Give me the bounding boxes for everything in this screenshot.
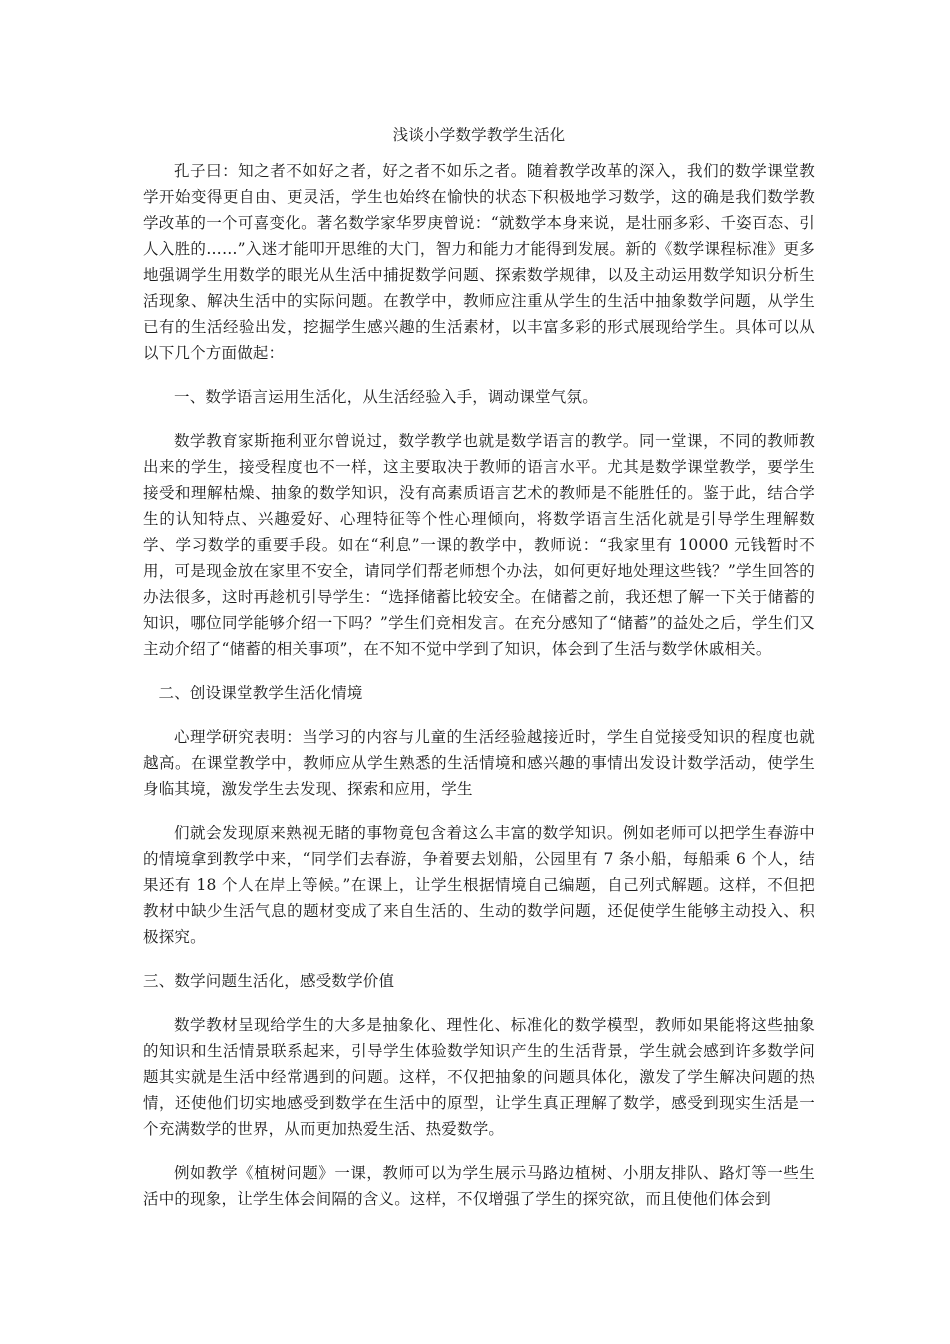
section-3-paragraph-2: 例如教学《植树问题》一课，教师可以为学生展示马路边植树、小朋友排队、路灯等一些生活中的现象，让学生体会间隔的含义。这样，不仅增强了学生的探究欲，而且使他们体会到	[143, 1164, 815, 1208]
section-3-paragraph-1: 数学教材呈现给学生的大多是抽象化、理性化、标准化的数学模型，教师如果能将这些抽象的知识和生活情景联系起来，引导学生体验数学知识产生的生活背景，学生就会感到许多数学问题其实就是生活中经常遇到的问题。这样，不仅把抽象的问题具体化，激发了学生解决问题的热情，还使他们切实地感受到数学在生活中的原型，让学生真正理解了数学，感受到现实生活是一个充满数学的世界，从而更加热爱生活、热爱数学。	[143, 1016, 815, 1138]
section-2-paragraph-1: 心理学研究表明：当学习的内容与儿童的生活经验越接近时，学生自觉接受知识的程度也就越高。在课堂教学中，教师应从学生熟悉的生活情境和感兴趣的事情出发设计数学活动，使学生身临其境，激发学生去发现、探索和应用，学生	[143, 728, 815, 798]
section-heading-1: 一、数学语言运用生活化，从生活经验入手，调动课堂气氛。	[174, 388, 598, 406]
section-1-paragraph: 数学教育家斯拖利亚尔曾说过，数学教学也就是数学语言的教学。同一堂课，不同的教师教出来的学生，接受程度也不一样，这主要取决于教师的语言水平。尤其是数学课堂教学，要学生接受和理解枯燥、抽象的数学知识，没有高素质语言艺术的教师是不能胜任的。鉴于此，结合学生的认知特点、兴趣爱好、心理特征等个性心理倾向，将数学语言生活化就是引导学生理解数学、学习数学的重要手段。如在“利息”一课的教学中，教师说：“我家里有 10000 元钱暂时不用，可是现金放在家里不安全，请同学们帮老师想个办法，如何更好地处理这些钱？”学生回答的办法很多，这时再趁机引导学生：“选择储蓄比较安全。在储蓄之前，我还想了解一下关于储蓄的知识，哪位同学能够介绍一下吗？”学生们竞相发言。在充分感知了“储蓄”的益处之后，学生们又主动介绍了“储蓄的相关事项”，在不知不觉中学到了知识，体会到了生活与数学休戚相关。	[143, 432, 815, 658]
intro-paragraph: 孔子曰：知之者不如好之者，好之者不如乐之者。随着教学改革的深入，我们的数学课堂教学开始变得更自由、更灵活，学生也始终在愉快的状态下积极地学习数学，这的确是我们数学教学改革的一个可喜变化。著名数学家华罗庚曾说：“就数学本身来说，是壮丽多彩、千姿百态、引人入胜的……”入迷才能叩开思维的大门，智力和能力才能得到发展。新的《数学课程标准》更多地强调学生用数学的眼光从生活中捕捉数学问题、探索数学规律，以及主动运用数学知识分析生活现象、解决生活中的实际问题。在教学中，教师应注重从学生的生活中抽象数学问题，从学生已有的生活经验出发，挖掘学生感兴趣的生活素材，以丰富多彩的形式展现给学生。具体可以从以下几个方面做起：	[143, 162, 815, 362]
section-heading-2: 二、创设课堂教学生活化情境	[158, 684, 363, 702]
page-title: 浅谈小学数学教学生活化	[392, 126, 566, 144]
document-body	[143, 122, 815, 1212]
section-2-paragraph-2: 们就会发现原来熟视无睹的事物竟包含着这么丰富的数学知识。例如老师可以把学生春游中的情境拿到教学中来，“同学们去春游，争着要去划船，公园里有 7 条小船，每船乘 6 个人，结果还有 18 个人在岸上等候。”在课上，让学生根据情境自己编题，自己列式解题。这样，不但把教材中缺少生活气息的题材变成了来自生活的、生动的数学问题，还促使学生能够主动投入、积极探究。	[143, 824, 815, 946]
section-heading-3: 三、数学问题生活化，感受数学价值	[143, 972, 395, 990]
